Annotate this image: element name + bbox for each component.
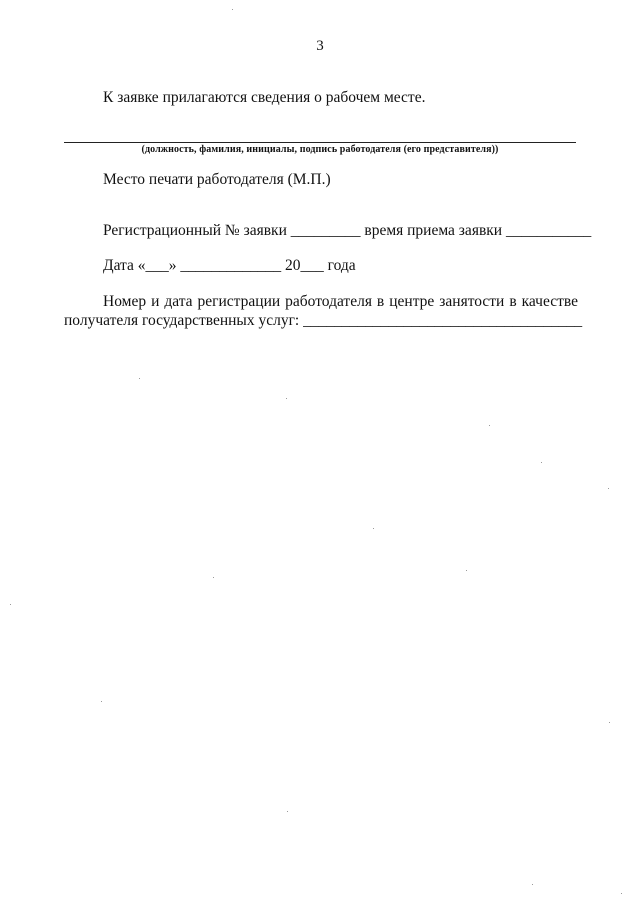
employer-registration-line-2: получателя государственных услуг: ____________________________________	[64, 312, 583, 329]
signature-line	[64, 142, 576, 143]
scan-speck	[609, 722, 610, 723]
scan-speck	[139, 378, 140, 379]
registration-number-line: Регистрационный № заявки _________ время приема заявки ___________	[103, 222, 592, 239]
scan-speck	[10, 604, 11, 605]
employer-registration-paragraph	[64, 292, 583, 330]
scan-speck	[101, 701, 102, 702]
scan-speck	[287, 811, 288, 812]
scan-speck	[373, 528, 374, 529]
employer-registration-line-1: Номер и дата регистрации работодателя в центре занятости в качестве	[103, 293, 578, 310]
scan-speck	[213, 577, 214, 578]
stamp-place-label: Место печати работодателя (М.П.)	[103, 171, 331, 188]
scan-speck	[532, 884, 533, 885]
scan-speck	[232, 9, 233, 10]
date-line: Дата «___» _____________ 20___ года	[103, 257, 356, 274]
page-number: 3	[316, 38, 324, 54]
scan-speck	[286, 398, 287, 399]
scan-speck	[489, 425, 490, 426]
signature-caption: (должность, фамилия, инициалы, подпись работодателя (его представителя))	[141, 144, 499, 155]
attachment-statement: К заявке прилагаются сведения о рабочем месте.	[103, 89, 426, 106]
scan-speck	[466, 570, 467, 571]
scan-speck	[541, 462, 542, 463]
scan-speck	[621, 893, 622, 894]
scan-speck	[608, 488, 609, 489]
